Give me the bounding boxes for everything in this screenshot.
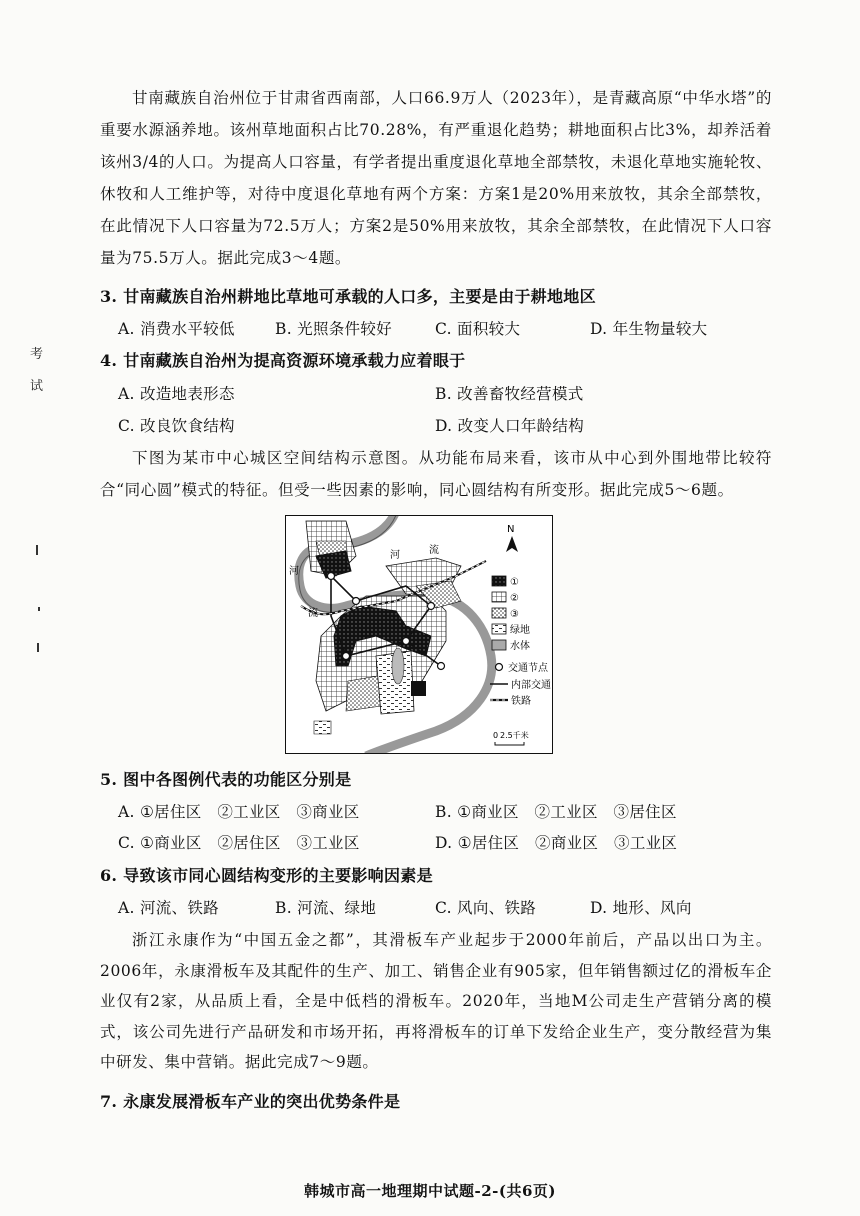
river-label-2: 流 xyxy=(308,608,318,619)
scale-bar xyxy=(493,730,529,745)
q4-option-c: C. 改良饮食结构 xyxy=(118,417,235,435)
q3-option-a: A. 消费水平较低 xyxy=(118,320,235,338)
svg-text:铁路: 铁路 xyxy=(511,696,531,707)
q4-option-a: A. 改造地表形态 xyxy=(118,385,235,403)
svg-text:绿地: 绿地 xyxy=(510,625,530,636)
margin-mark-2: 试 xyxy=(30,379,44,394)
svg-text:交通节点: 交通节点 xyxy=(508,663,548,674)
svg-text:0: 0 xyxy=(493,731,499,740)
q3-option-b: B. 光照条件较好 xyxy=(275,320,392,338)
margin-tick-2 xyxy=(38,607,40,611)
q6-option-d: D. 地形、风向 xyxy=(590,899,692,917)
north-label: N xyxy=(507,524,515,535)
svg-text:②: ② xyxy=(510,593,519,604)
question-6-stem: 6. 导致该市同心圆结构变形的主要影响因素是 xyxy=(100,866,433,885)
margin-mark-1: 考 xyxy=(30,347,44,362)
q6-option-c: C. 风向、铁路 xyxy=(435,899,537,917)
q5-option-c: C. ①商业区 ②居住区 ③工业区 xyxy=(118,834,360,852)
q4-option-d: D. 改变人口年龄结构 xyxy=(435,417,585,435)
river-label-3: 河 xyxy=(390,550,400,561)
q4-option-b: B. 改善畜牧经营模式 xyxy=(435,385,584,403)
q3-option-d: D. 年生物量较大 xyxy=(590,320,708,338)
svg-text:内部交通: 内部交通 xyxy=(511,680,551,691)
passage-yongkang: 浙江永康作为“中国五金之都”，其滑板车产业起步于2000年前后，产品以出口为主。2006年，永康滑板车及其配件的生产、加工、销售企业有905家，但年销售额过亿的滑板车企业仅有2家，从品质上看，全是中低档的滑板车。2020年，当地M公司走生产营销分离的模式，该公司先进行产品研发和市场开拓，再将滑板车的订单下发给企业生产，变分散经营为集中研发、集中营销。据此完成7～9题。 xyxy=(100,931,772,1071)
svg-text:2.5千米: 2.5千米 xyxy=(500,731,529,740)
q5-option-b: B. ①商业区 ②工业区 ③居住区 xyxy=(435,803,677,821)
river-label-1: 河 xyxy=(289,566,299,577)
margin-tick-3 xyxy=(37,643,39,652)
city-structure-map xyxy=(285,515,553,754)
q3-option-c: C. 面积较大 xyxy=(435,320,521,338)
city-map-svg xyxy=(286,516,552,753)
question-4-stem: 4. 甘南藏族自治州为提高资源环境承载力应着眼于 xyxy=(100,351,466,370)
q5-option-a: A. ①居住区 ②工业区 ③商业区 xyxy=(118,803,360,821)
question-5-stem: 5. 图中各图例代表的功能区分别是 xyxy=(100,770,352,789)
margin-tick-1 xyxy=(36,545,38,555)
page-footer: 韩城市高一地理期中试题-2-(共6页) xyxy=(303,1182,557,1200)
passage-ganan: 甘南藏族自治州位于甘肃省西南部，人口66.9万人（2023年），是青藏高原“中华水塔”的重要水源涵养地。该州草地面积占比70.28%，有严重退化趋势；耕地面积占比3%，却养活着该州3/4的人口。为提高人口容量，有学者提出重度退化草地全部禁牧，未退化草地实施轮牧、休牧和人工维护等，对待中度退化草地有两个方案：方案1是20%用来放牧，其余全部禁牧，在此情况下人口容量为72.5万人；方案2是50%用来放牧，其余全部禁牧，在此情况下人口容量为75.5万人。据此完成3～4题。 xyxy=(100,89,772,267)
svg-text:③: ③ xyxy=(510,609,519,620)
map-legend xyxy=(490,576,551,707)
question-7-stem: 7. 永康发展滑板车产业的突出优势条件是 xyxy=(100,1092,401,1111)
svg-text:①: ① xyxy=(510,577,519,588)
passage-city-structure: 下图为某市中心城区空间结构示意图。从功能布局来看，该市从中心到外围地带比较符合“同心圆”模式的特征。但受一些因素的影响，同心圆结构有所变形。据此完成5～6题。 xyxy=(100,449,772,499)
q6-option-b: B. 河流、绿地 xyxy=(275,899,377,917)
q5-option-d: D. ①居住区 ②商业区 ③工业区 xyxy=(435,834,678,852)
river-label-4: 流 xyxy=(429,545,439,556)
north-arrow-icon xyxy=(506,536,518,552)
svg-text:水体: 水体 xyxy=(510,641,530,652)
question-3-stem: 3. 甘南藏族自治州耕地比草地可承载的人口多，主要是由于耕地地区 xyxy=(100,287,596,306)
q6-option-a: A. 河流、铁路 xyxy=(118,899,219,917)
